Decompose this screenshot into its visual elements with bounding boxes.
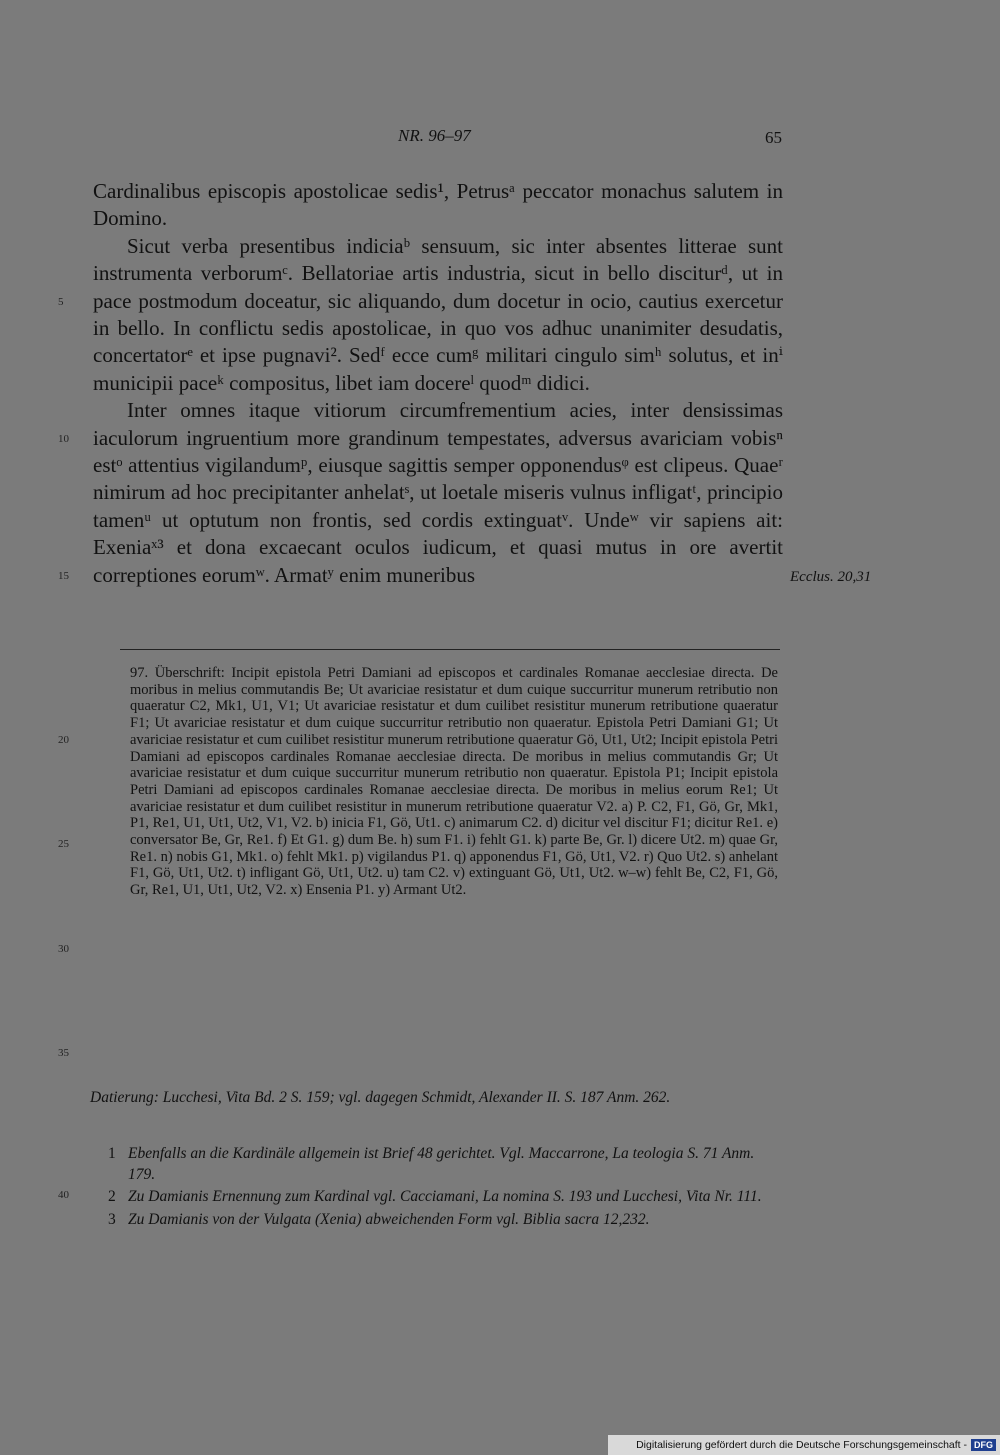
line-number: 35 xyxy=(58,1047,69,1059)
body-paragraph-2: Inter omnes itaque vitiorum circumfrementium acies, inter densissimas iaculorum ingruentium more grandinum tempestates, adversus avariciam vobisⁿ estᵒ attentius vigilandumᵖ, eiusque sagittis semper opponendusᵠ est clipeus. Quaeʳ nimirum ad hoc precipitanter anhelatˢ, ut loetale miseris vulnus infligatᵗ, principio tamenᵘ ut optutum non frontis, sed cordis extinguatᵛ. Undeʷ vir sapiens ait: Exeniaˣ³ et dona excaecant oculos iudicum, et quasi mutus in ore avertit correptiones eorumʷ. Armatʸ enim muneribus xyxy=(93,398,783,587)
line-number: 20 xyxy=(58,734,69,746)
bible-reference: Ecclus. 20,31 xyxy=(790,569,872,585)
footnote-rule xyxy=(120,649,780,650)
page-number: 65 xyxy=(765,128,782,147)
body-paragraph-1: Sicut verba presentibus indiciaᵇ sensuum, sic inter absentes litterae sunt instrumenta verborumᶜ. Bellatoriae artis industria, sicut in bello disciturᵈ, ut in pace postmodum doceatur, sic aliquando, dum docetur in ocio, cautius exercetur in bello. In conflictu sedis apostolicae, in quo vos adhuc unanimiter desudatis, concertatorᵉ et ipse pugnavi². Sedᶠ ecce cumᵍ militari cingulo simʰ solutus, et inⁱ municipii paceᵏ compositus, libet iam docereˡ quodᵐ didici. xyxy=(93,233,783,395)
salutation-paragraph: Cardinalibus episcopis apostolicae sedis¹, Petrusᵃ peccator monachus salutem in Domino. xyxy=(93,179,783,231)
dfg-logo-icon: DFG xyxy=(971,1439,996,1451)
line-number: 15 xyxy=(58,570,69,582)
footer-text: Digitalisierung gefördert durch die Deutsche Forschungsgemeinschaft - xyxy=(636,1439,967,1451)
commentary-notes xyxy=(108,1144,780,1232)
line-number: 40 xyxy=(58,1189,69,1201)
running-head-title: NR. 96–97 xyxy=(398,126,471,145)
line-number: 10 xyxy=(58,433,69,445)
digitization-footer xyxy=(608,1435,1000,1455)
note-item xyxy=(108,1210,780,1231)
apparatus-text: 97. Überschrift: Incipit epistola Petri Damiani ad episcopos et cardinales Romanae aecclesiae directa. De moribus in melius commutandis Be; Ut avariciae resistatur et dum cuique succurritur munerum retributio non quaeratur C2, Mk1, U1, V1; Ut avariciae resistatur et dum cuilibet resistitur munerum retributione quaeratur F1; Ut avariciae resistatur et dum cuique succurritur retributio non quaeratur. Epistola Petri Damiani G1; Ut avariciae resistatur et cum cuilibet resistitur munerum retributione quaeratur Gö, Ut1, Ut2; Incipit epistola Petri Damiani ad episcopos cardinales Romanae aecclesiae directa. De moribus in melius commutandis Gr; Ut avariciae resistatur et dum cuique succurritur munerum retributio non quaeratur. Epistola P1; Incipit epistola Petri Damiani ad episcopos cardinales Romanae aecclesiae directa. De moribus in melius eorum Re1; Ut avariciae resistatur et dum cuilibet resistitur in munerum retributione quaeratur V2. a) P. C2, F1, Gö, Gr, Mk1, P1, Re1, U1, Ut1, Ut2, V1, V2. b) inicia F1, Gö, Ut1. c) animarum C2. d) dicitur vel discitur F1; dicitur Re1. e) conversator Be, Gr, Re1. f) Et G1. g) dum Be. h) sum F1. i) fehlt G1. k) parte Be, Gr. l) dicere Ut2. m) quae Gr, Re1. n) nobis G1, Mk1. o) fehlt Mk1. p) vigilandus P1. q) apponendus F1, Gö, Ut1, V2. r) Quo Ut2. s) anhelant F1, Gö, Ut1, Ut2. t) infligant Gö, Ut1, Ut2. u) tam C2. v) extinguant Gö, Ut1, Ut2. w–w) fehlt Be, C2, F1, Gö, Gr, Re1, U1, Ut1, Ut2, V2. x) Ensenia P1. y) Armant Ut2. xyxy=(130,665,778,899)
note-number: 3 xyxy=(108,1210,116,1228)
note-text: Zu Damianis Ernennung zum Kardinal vgl. Cacciamani, La nomina S. 193 und Lucchesi, Vita Nr. 111. xyxy=(128,1188,762,1205)
note-number: 1 xyxy=(108,1145,116,1162)
note-text: Zu Damianis von der Vulgata (Xenia) abweichenden Form vgl. Biblia sacra 12,232. xyxy=(128,1210,650,1228)
note-text: Ebenfalls an die Kardinäle allgemein ist Brief 48 gerichtet. Vgl. Maccarrone, La teologia S. 71 Anm. 179. xyxy=(128,1145,755,1183)
critical-apparatus xyxy=(130,665,778,899)
note-number: 2 xyxy=(108,1188,116,1205)
note-item xyxy=(108,1144,780,1185)
line-number: 25 xyxy=(58,838,69,850)
line-number: 30 xyxy=(58,943,69,955)
note-item xyxy=(108,1187,780,1208)
main-text xyxy=(93,178,783,589)
dating-note: Datierung: Lucchesi, Vita Bd. 2 S. 159; vgl. dagegen Schmidt, Alexander II. S. 187 Anm. 262. xyxy=(90,1089,671,1106)
line-number: 5 xyxy=(58,296,64,308)
